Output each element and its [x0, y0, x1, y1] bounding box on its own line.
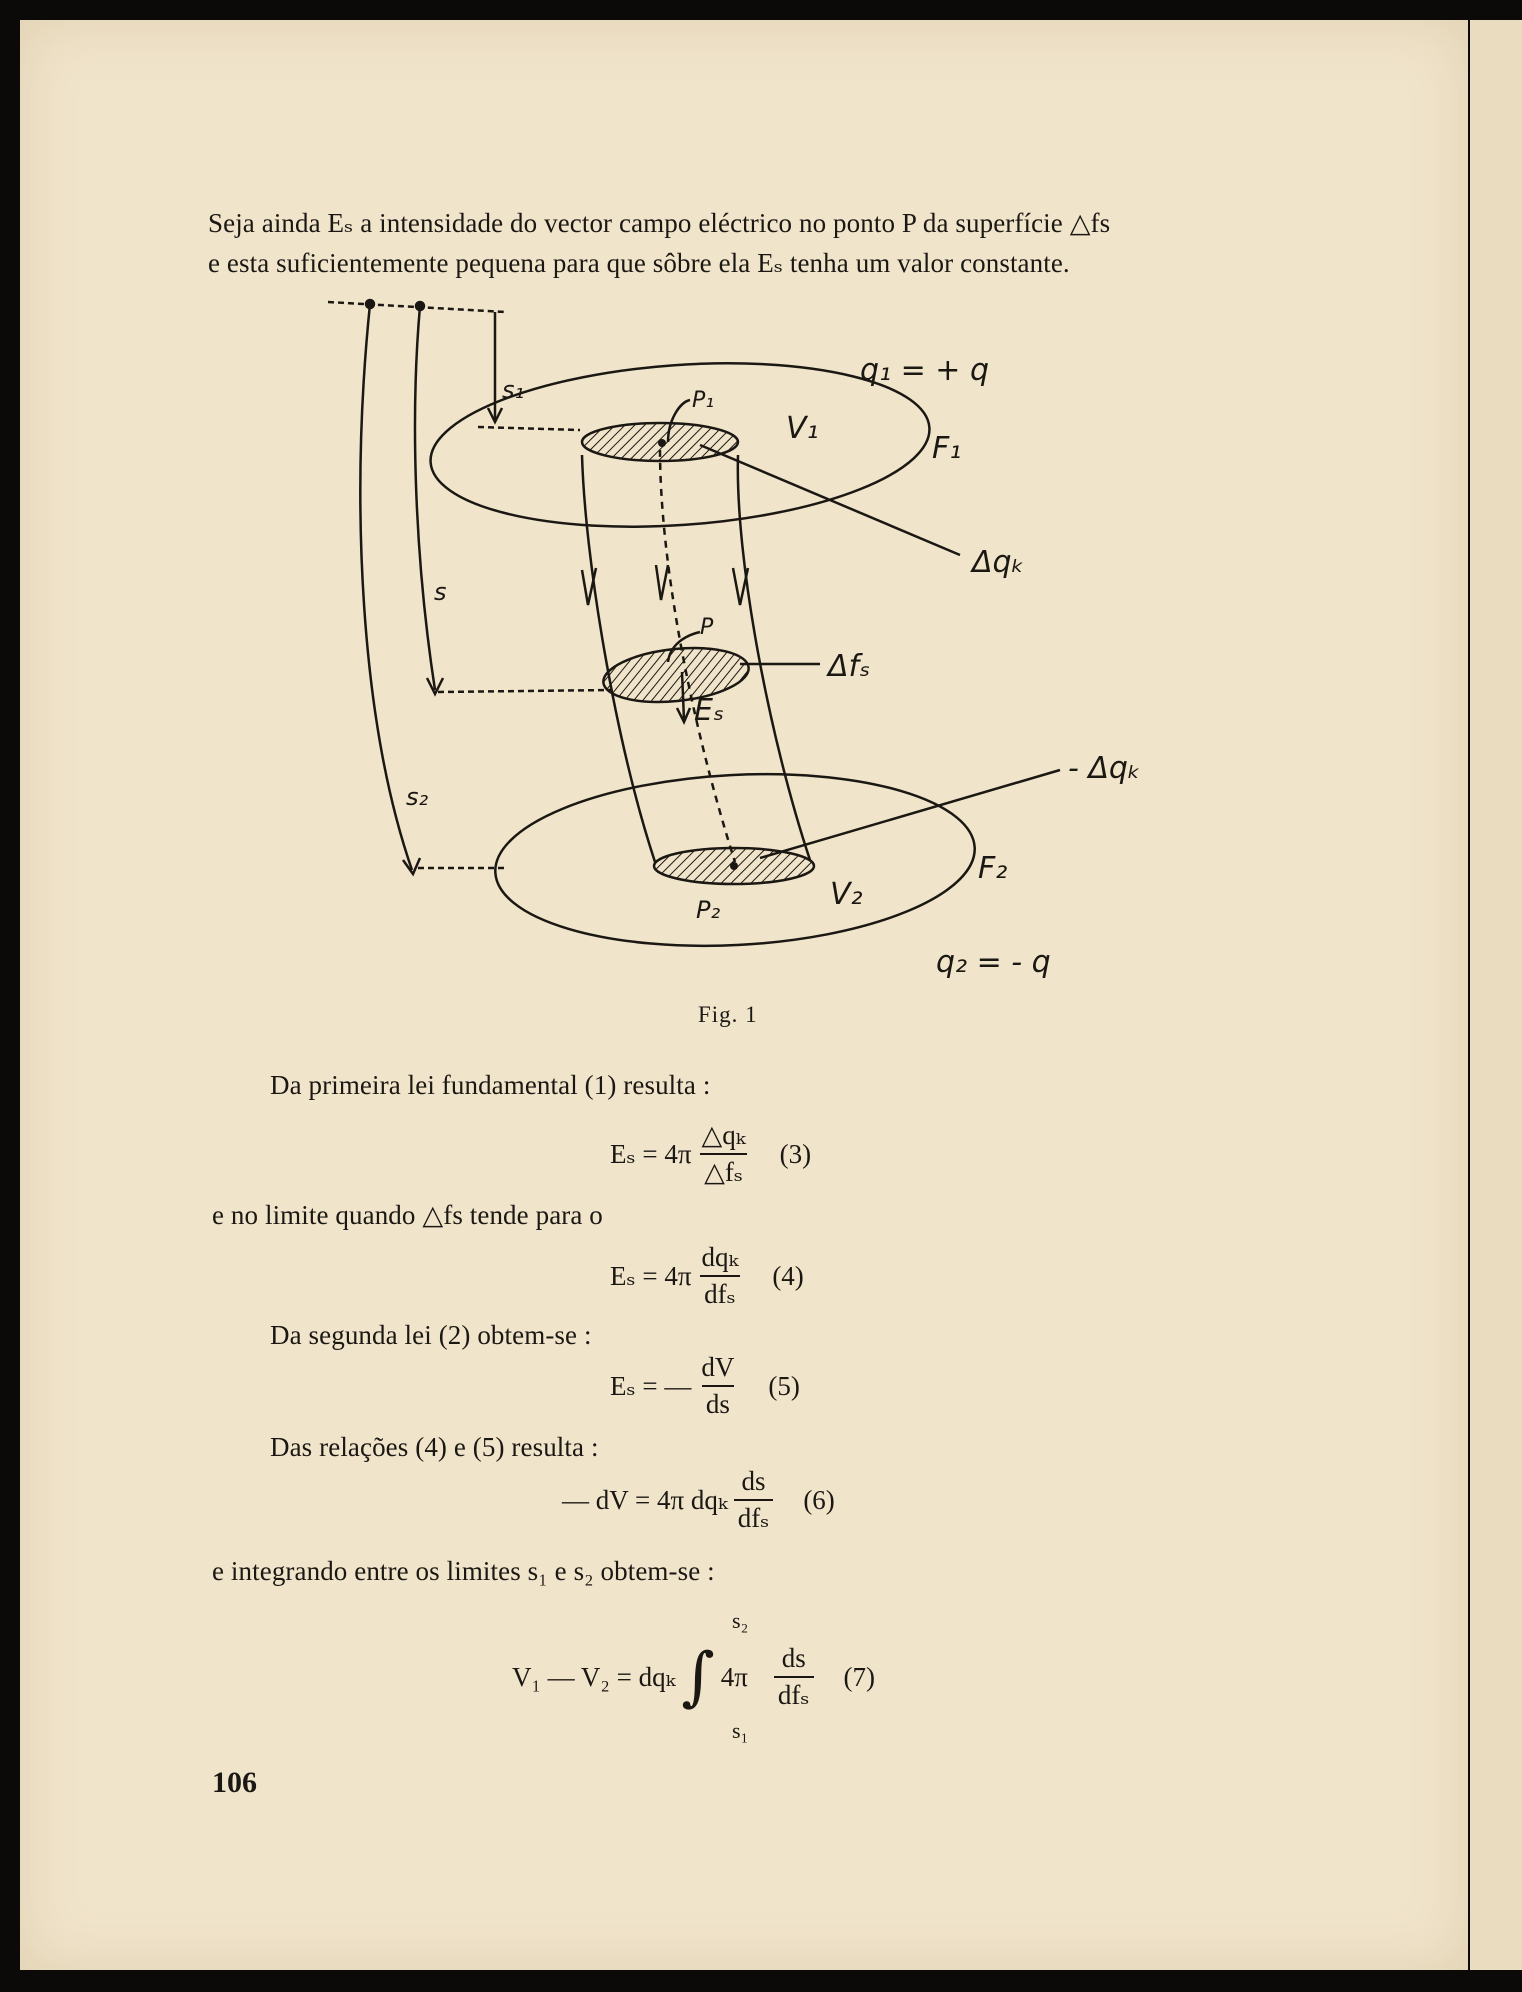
- label-q1: q₁ = + q: [860, 353, 989, 388]
- page-number: 106: [212, 1766, 257, 1799]
- eq3-number: (3): [779, 1138, 812, 1169]
- label-P1: P₁: [692, 388, 715, 413]
- equation-4: [610, 1242, 804, 1310]
- label-s2: s₂: [406, 783, 429, 811]
- integral-sign: ∫: [681, 1640, 715, 1714]
- eq7-number: (7): [843, 1661, 875, 1692]
- paragraph-integrating: e integrando entre os limites s₁ e s₂ obtem-se :: [212, 1556, 715, 1586]
- eq5-denominator: ds: [702, 1385, 734, 1420]
- eq4-numerator: dqₖ: [701, 1242, 739, 1272]
- eq5-fraction: [697, 1352, 738, 1420]
- eq4-number: (4): [772, 1260, 804, 1291]
- eq7-denominator: dfₛ: [774, 1676, 814, 1711]
- label-s: s: [434, 578, 447, 606]
- eq6-numerator: ds: [741, 1466, 766, 1496]
- paragraph-limit: e no limite quando △fs tende para o: [212, 1200, 603, 1230]
- label-V1: V₁: [786, 411, 819, 446]
- label-minus-delta-qk: - Δqₖ: [1068, 751, 1141, 786]
- label-delta-qk: Δqₖ: [972, 545, 1025, 580]
- eq6-number: (6): [803, 1484, 835, 1515]
- label-Es: Eₛ: [694, 693, 725, 728]
- paragraph-relations: Das relações (4) e (5) resulta :: [270, 1432, 599, 1462]
- eq3-fraction: [697, 1120, 749, 1188]
- eq7-coefficient: 4π: [720, 1661, 748, 1692]
- eq3-lhs: Eₛ = 4π: [610, 1138, 692, 1169]
- figure-caption: Fig. 1: [698, 1002, 758, 1027]
- equation-6: [562, 1466, 835, 1534]
- equation-5: [610, 1352, 800, 1420]
- paragraph-first-law: Da primeira lei fundamental (1) resulta :: [270, 1070, 711, 1100]
- eq3-numerator: △qₖ: [701, 1120, 746, 1150]
- label-P: P: [700, 615, 714, 640]
- intro-line-2: e esta suficientemente pequena para que sôbre ela Eₛ tenha um valor constante.: [208, 248, 1070, 278]
- eq7-upper-limit: s₂: [732, 1608, 749, 1633]
- eq7-lhs: V₁ — V₂ = dqₖ: [512, 1661, 676, 1692]
- equation-3: [610, 1120, 811, 1188]
- label-q2: q₂ = - q: [936, 945, 1051, 980]
- eq4-fraction: [697, 1242, 742, 1310]
- eq6-lhs: — dV = 4π dqₖ: [562, 1484, 728, 1515]
- eq5-numerator: dV: [701, 1352, 735, 1382]
- label-V2: V₂: [830, 877, 863, 912]
- eq3-denominator: △fₛ: [700, 1153, 747, 1188]
- label-P2: P₂: [696, 896, 721, 924]
- label-F1: F₁: [932, 431, 962, 466]
- eq4-denominator: dfₛ: [700, 1275, 740, 1310]
- intro-line-1: Seja ainda Eₛ a intensidade do vector campo eléctrico no ponto P da superfície △fs: [208, 208, 1111, 238]
- label-delta-fs: Δfₛ: [828, 649, 871, 684]
- eq7-lower-limit: s₁: [732, 1718, 749, 1743]
- eq4-lhs: Eₛ = 4π: [610, 1260, 692, 1291]
- eq7-fraction: [774, 1643, 814, 1711]
- eq7-numerator: ds: [781, 1643, 806, 1673]
- eq6-fraction: [734, 1466, 774, 1534]
- label-F2: F₂: [978, 851, 1008, 886]
- eq5-lhs: Eₛ = —: [610, 1370, 692, 1401]
- eq6-denominator: dfₛ: [734, 1499, 774, 1534]
- equation-7: [512, 1640, 875, 1714]
- paragraph-second-law: Da segunda lei (2) obtem-se :: [270, 1320, 592, 1350]
- label-s1: s₁: [502, 376, 525, 404]
- eq5-number: (5): [768, 1370, 800, 1401]
